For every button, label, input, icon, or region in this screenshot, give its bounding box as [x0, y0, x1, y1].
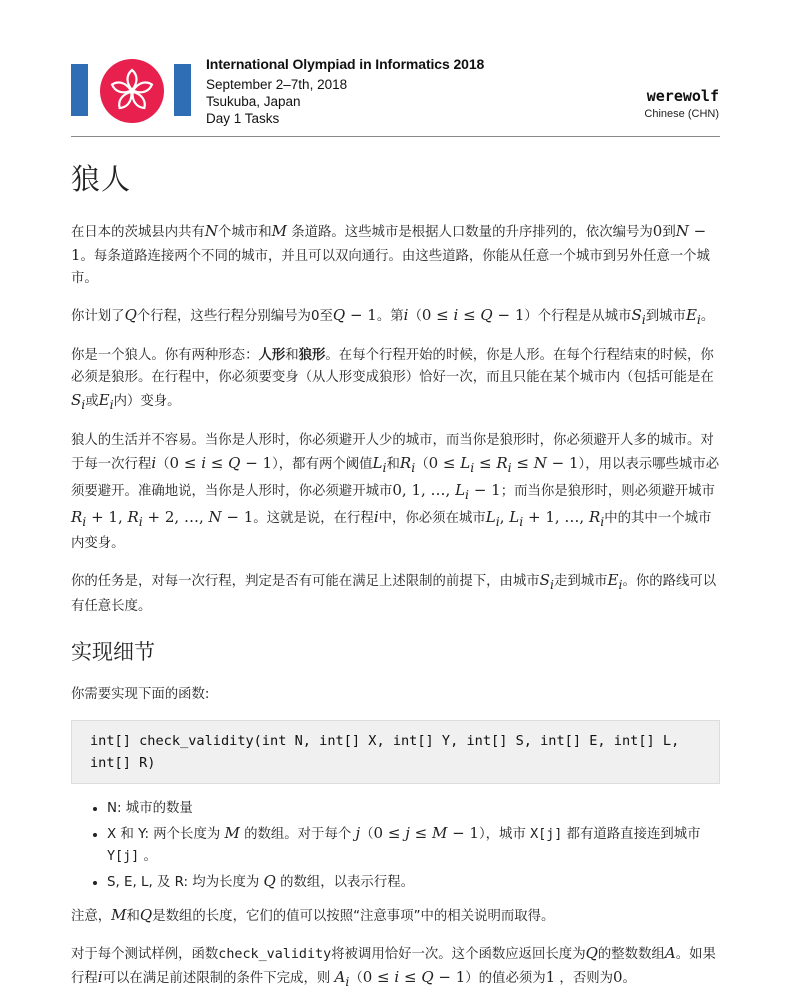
paragraph-8: 对于每个测试样例，函数check_validity将被调用恰好一次。这个函数应返回长度为Q的整数数组A。如果行程i可以在满足前述限制的条件下完成，则 $A_i(0 \le i \le Q - 1)$的值必须为1 ，否则为0。	[71, 944, 716, 989]
logo-bar-left	[71, 64, 88, 116]
list-item: • S, E, L, 及 R: 均为长度为 Q 的数组，以表示行程。	[107, 870, 720, 894]
ioi-logo	[71, 64, 193, 116]
olympiad-info	[206, 56, 484, 127]
list-item: • X 和 Y: 两个长度为 M 的数组。对于每个 j（0 ≤ j ≤ M − 1），城市 X[j] 都有道路直接连到城市 Y[j] 。	[107, 822, 720, 868]
page-header	[71, 56, 719, 126]
olympiad-dates: September 2–7th, 2018	[206, 77, 348, 92]
paragraph-5: 你的任务是，对每一次行程，判定是否有可能在满足上述限制的前提下，由城市$S_i$走到城市$E_i$。你的路线可以有任意长度。	[71, 571, 717, 614]
paragraph-6: 你需要实现下面的函数:	[71, 687, 210, 702]
paragraph-3: 你是一个狼人。你有两种形态：人形和狼形。在每个行程开始的时候，你是人形。在每个行程结束的时候，你必须是狼形。在行程中，你必须要变身（从人形变成狼形）恰好一次，而且只能在某个城市内（包括可能是在$S_i$或$E_i$内）变身。	[71, 348, 714, 412]
olympiad-location: Tsukuba, Japan	[206, 94, 301, 109]
parameter-list	[71, 798, 720, 894]
task-language: Chinese (CHN)	[644, 108, 719, 120]
logo-bar-right	[174, 64, 191, 116]
paragraph-4: 狼人的生活并不容易。当你是人形时，你必须避开人少的城市，而当你是狼形时，你必须避开人多的城市。对于每一次行程i（0 ≤ i ≤ Q − 1），都有两个阈值$L_i$和$R_i(0 \le L_i \le R_i \le N - 1)$，用以表示哪些城市必须要避开。准确地说，当你是人形时，你必须避开城市0, 1, …, $L_i - 1$；而当你是狼形时，则必须避开城市$R_i + 1$, $R_i + 2$, …, N − 1。这就是说，在行程i中，你必须在城市$L_i$, $L_i + 1$, …, $R_i$中的其中一个城市内变身。	[71, 433, 720, 551]
task-info	[644, 87, 719, 120]
document-body	[71, 160, 720, 1007]
olympiad-name: International Olympiad in Informatics 2018	[206, 56, 485, 72]
section-heading-implementation: 实现细节	[71, 640, 155, 664]
cherry-blossom-icon	[100, 59, 164, 123]
function-signature-code: int[] check_validity(int N, int[] X, int[] Y, int[] S, int[] E, int[] L, int[] R)	[71, 720, 720, 784]
olympiad-day: Day 1 Tasks	[206, 111, 280, 126]
list-item: • N: 城市的数量	[107, 798, 720, 820]
task-name: werewolf	[646, 87, 719, 105]
paragraph-2: 你计划了Q个行程，这些行程分别编号为0至Q − 1。第i（0 ≤ i ≤ Q − 1）个行程是从城市$S_i$到城市$E_i$。	[71, 306, 715, 327]
page-title: 狼人	[71, 162, 132, 196]
paragraph-7: 注意，M和Q是数组的长度，它们的值可以按照“注意事项”中的相关说明而取得。	[71, 906, 555, 924]
header-divider	[71, 136, 720, 137]
paragraph-1: 在日本的茨城县内共有N个城市和M 条道路。这些城市是根据人口数量的升序排列的，依次编号为0到N − 1。每条道路连接两个不同的城市，并且可以双向通行。由这些道路，你能从任意一个城市到另外任意一个城市。	[71, 222, 710, 286]
